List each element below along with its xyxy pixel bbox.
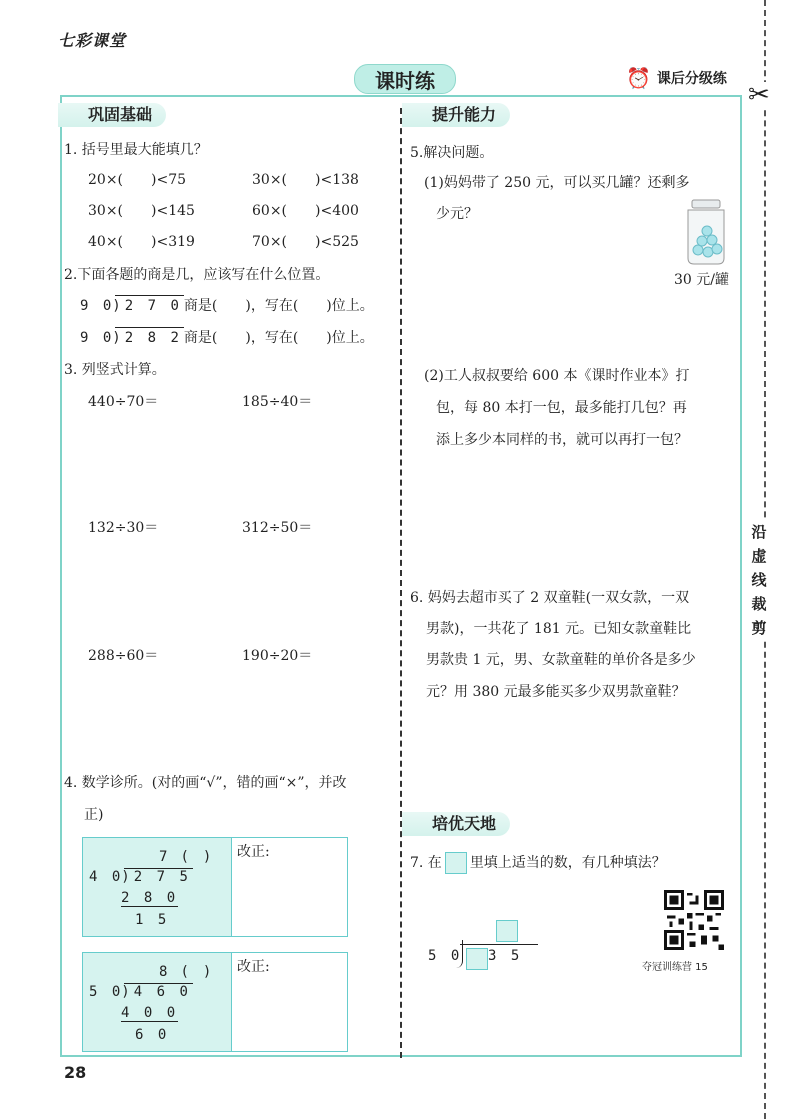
cut-instruction: 沿虚线裁剪 bbox=[745, 520, 773, 640]
q1-item: 30×( )<145 bbox=[88, 203, 195, 219]
q3-prompt: 3. 列竖式计算。 bbox=[64, 362, 166, 378]
quotient: 8 ( ) bbox=[159, 964, 212, 980]
q5-part1: 少元？ bbox=[436, 206, 478, 222]
division-line: 5 0) 4 6 0 bbox=[89, 983, 193, 1000]
product: 4 0 0 bbox=[121, 1005, 179, 1021]
divisor: 5 0 bbox=[428, 948, 463, 964]
q5-part1: (1)妈妈带了 250 元，可以买几罐？还剩多 bbox=[424, 175, 690, 191]
remainder: 1 5 bbox=[135, 912, 170, 928]
q3-item: 288÷60＝ bbox=[88, 648, 159, 664]
q6-text: 男款)，一共花了 181 元。已知女款童鞋比 bbox=[426, 621, 692, 637]
scissors-icon: ✂ bbox=[748, 80, 770, 110]
q5-part2: 包，每 80 本打一包，最多能打几包？再 bbox=[436, 400, 687, 416]
alarm-clock-icon: ⏰ bbox=[626, 66, 651, 90]
product: 2 8 0 bbox=[121, 890, 179, 906]
diagnosis-box bbox=[82, 952, 348, 1052]
column-divider bbox=[400, 108, 402, 1058]
q6-text: 6. 妈妈去超市买了 2 双童鞋(一双女款，一双 bbox=[410, 590, 690, 606]
q6-text: 男款贵 1 元，男、女款童鞋的单价各是多少 bbox=[426, 652, 696, 668]
q1-item: 70×( )<525 bbox=[252, 234, 359, 250]
q4-prompt: 正) bbox=[84, 807, 104, 823]
q1-item: 40×( )<319 bbox=[88, 234, 195, 250]
correct-label: 改正: bbox=[237, 844, 270, 860]
q2-item: 9 0) 2 7 0 商是( )，写在( )位上。 bbox=[80, 295, 374, 316]
q1-item: 20×( )<75 bbox=[88, 172, 187, 188]
q4-prompt: 4. 数学诊所。(对的画“√”，错的画“×”，并改 bbox=[64, 775, 347, 791]
jar-price: 30 元/罐 bbox=[674, 272, 729, 288]
q3-item: 132÷30＝ bbox=[88, 520, 159, 536]
q1-prompt: 1. 括号里最大能填几？ bbox=[64, 142, 208, 158]
jar-icon bbox=[678, 198, 734, 266]
q5-part2: 添上多少本同样的书，就可以再打一包？ bbox=[436, 432, 688, 448]
q5-prompt: 5.解决问题。 bbox=[410, 145, 494, 161]
q5-part2: (2)工人叔叔要给 600 本《课时作业本》打 bbox=[424, 368, 690, 384]
section-label: 巩固基础 bbox=[58, 103, 166, 127]
section-improve bbox=[406, 102, 510, 128]
q7-division bbox=[426, 918, 536, 978]
qr-caption: 夺冠训练营 15 bbox=[642, 962, 708, 973]
q3-item: 190÷20＝ bbox=[242, 648, 313, 664]
remainder: 6 0 bbox=[135, 1027, 170, 1043]
quotient-blank-box bbox=[496, 920, 518, 942]
page-number: 28 bbox=[64, 1063, 87, 1082]
q7-prompt: 7. 在 里填上适当的数，有几种填法？ bbox=[410, 852, 666, 874]
q2-item: 9 0) 2 8 2 商是( )，写在( )位上。 bbox=[80, 327, 374, 348]
q2-prompt: 2.下面各题的商是几，应该写在什么位置。 bbox=[64, 267, 330, 283]
subtitle bbox=[626, 66, 727, 90]
q3-item: 440÷70＝ bbox=[88, 394, 159, 410]
brand-logo: 七彩课堂 bbox=[58, 31, 127, 50]
q1-item: 30×( )<138 bbox=[252, 172, 359, 188]
dividend-tail: 3 5 bbox=[488, 948, 523, 964]
q1-item: 60×( )<400 bbox=[252, 203, 359, 219]
correct-label: 改正: bbox=[237, 959, 270, 975]
q6-text: 元？用 380 元最多能买多少双男款童鞋？ bbox=[426, 684, 686, 700]
q3-item: 312÷50＝ bbox=[242, 520, 313, 536]
division-line: 4 0) 2 7 5 bbox=[89, 868, 193, 885]
diagnosis-box bbox=[82, 837, 348, 937]
dividend-blank-box bbox=[466, 948, 488, 970]
section-consolidate bbox=[62, 102, 166, 128]
qr-code-icon bbox=[664, 890, 724, 950]
section-label: 提升能力 bbox=[402, 103, 510, 127]
page-title: 课时练 bbox=[354, 64, 456, 94]
subtitle-text: 课后分级练 bbox=[656, 71, 727, 87]
section-advanced bbox=[406, 811, 510, 837]
quotient: 7 ( ) bbox=[159, 849, 212, 865]
section-label: 培优天地 bbox=[402, 812, 510, 836]
blank-box bbox=[445, 852, 467, 874]
q3-item: 185÷40＝ bbox=[242, 394, 313, 410]
